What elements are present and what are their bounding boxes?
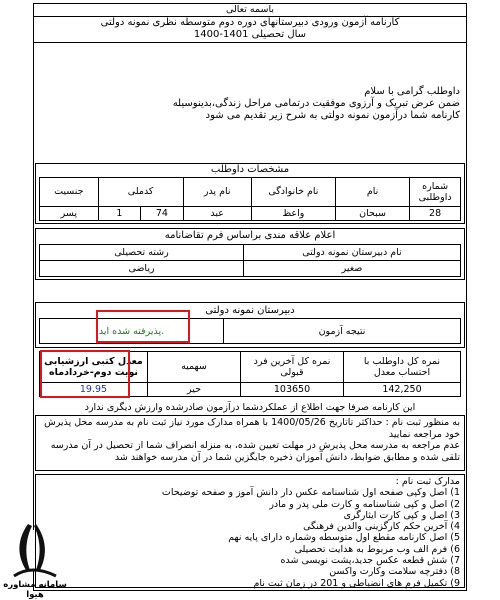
notice-text: این کارنامه صرفا جهت اطلاع از عملکردشما درآزمون صادرشده وارزش دیگری ندارد <box>84 402 416 413</box>
th-first-name: نام <box>335 178 409 207</box>
title-line-2: سال تحصیلی 1401-1400 <box>193 29 307 40</box>
th-gender: جنسیت <box>40 178 99 207</box>
result-label: نتیجه آزمون <box>224 319 461 344</box>
td-father-name: عبد <box>183 206 251 220</box>
school-title: دبیرستان نمونه دولتی <box>205 305 295 316</box>
td-first-name: سبحان <box>335 206 409 220</box>
choice-table <box>39 244 461 277</box>
td-national-code-extra: 1 <box>98 206 140 220</box>
td-school-name: صغیر <box>244 261 461 277</box>
instruction-deadline: عدم مراجعه به مدرسه محل پذیرش در مهلت تعیین شده، به منزله انصراف شما از تحصیل در آن مدرسه تلقی شده و مطابق ضوابط، دانش آموزان ذخیره جایگزین شما در آن مدرسه خواهند شد <box>50 440 460 463</box>
choice-section-title: اعلام علاقه مندی براساس فرم تقاضانامه <box>164 230 336 241</box>
th-father-name: نام پدر <box>183 178 251 207</box>
greeting-block <box>40 86 460 122</box>
td-gpa: 19.95 <box>40 382 148 396</box>
td-quota: حیر <box>148 382 241 396</box>
list-item: 2) اصل و کپی شناسنامه و کارت ملی پدر و مادر <box>269 498 460 510</box>
congrats-text: ضمن عرض تبریک و آرزوی موفقیت درتمامی مراحل زندگی،بدینوسیله <box>172 98 460 109</box>
th-candidate-number: شماره داوطلبی <box>410 178 461 207</box>
th-national-code: کدملی <box>98 178 183 207</box>
th-total-score: نمره کل داوطلب با احتساب معدل <box>344 352 461 383</box>
th-last-name: نام خانوادگی <box>251 178 335 207</box>
td-total-score: 142,250 <box>344 382 461 396</box>
logo-text: سامانه مشاوره هیوا <box>3 580 67 600</box>
instructions <box>40 417 460 463</box>
candidate-section-title: مشخصات داوطلب <box>210 164 290 175</box>
td-national-code: 74 <box>141 206 184 220</box>
th-field: رشته تحصیلی <box>40 245 244 261</box>
header-title: باسمه تعالی <box>33 3 467 17</box>
result-value: .پذیرفته شده اید <box>40 319 224 344</box>
list-item: 5) اصل کارنامه مقطع اول متوسطه وشماره دارای پایه نهم <box>228 532 460 544</box>
list-item: 8) دفترچه سلامت وکارت واکسن <box>329 566 460 578</box>
instruction-registration: به منظور ثبت نام : حداکثر تاتاریخ 1400/05/26 با همراه مدارک مورد نیاز ثبت نام به مدرسه محل پذیرش خود مراجعه نمایید <box>44 417 460 440</box>
list-item: 3) اصل و کپی کارت ایثارگری <box>343 509 460 521</box>
list-item: 4) آخرین حکم کارگزینی والدین فرهنگی <box>303 521 460 533</box>
th-school-name: نام دبیرستان نمونه دولتی <box>244 245 461 261</box>
documents-list <box>40 476 460 589</box>
intro-text: کارنامه شما درآزمون نمونه دولتی به شرح زیر تقدیم می شود <box>205 110 460 121</box>
td-last-name: واعظ <box>251 206 335 220</box>
list-item: 7) شش قطعه عکس جدید،پشت نویسی شده <box>280 555 460 567</box>
th-quota: سهمیه <box>148 352 241 383</box>
th-gpa: معدل کتبی ارزشیابی نوبت دوم-خردادماه <box>40 352 148 383</box>
td-field: ریاضی <box>40 261 244 277</box>
td-gender: پسر <box>40 206 99 220</box>
document-title <box>33 17 467 43</box>
title-line-1: کارنامه آزمون ورودی دبیرستانهای دوره دوم متوسطه نظری نمونه دولتی <box>100 17 400 28</box>
list-item: 6) فرم الف وب مربوط به هدایت تحصیلی <box>294 543 460 555</box>
documents-title: مدارک ثبت نام : <box>395 476 460 487</box>
td-last-accepted: 103650 <box>241 382 344 396</box>
greeting-text: داوطلب گرامی با سلام <box>364 86 460 97</box>
hiva-logo <box>0 520 70 600</box>
pen-nib-icon <box>0 520 70 580</box>
list-item: 1) اصل وکپی صفحه اول شناسنامه عکس دار دانش آموز و صفحه توضیحات <box>161 487 460 499</box>
candidate-table <box>39 177 461 221</box>
gpa-highlight <box>40 350 130 398</box>
list-item: 9) تکمیل فرم های انضباطی و 201 در زمان ثبت نام <box>253 577 460 589</box>
td-candidate-number: 28 <box>410 206 461 220</box>
result-highlight <box>96 310 190 343</box>
th-last-accepted: نمره کل آخرین فرد قبولی <box>241 352 344 383</box>
